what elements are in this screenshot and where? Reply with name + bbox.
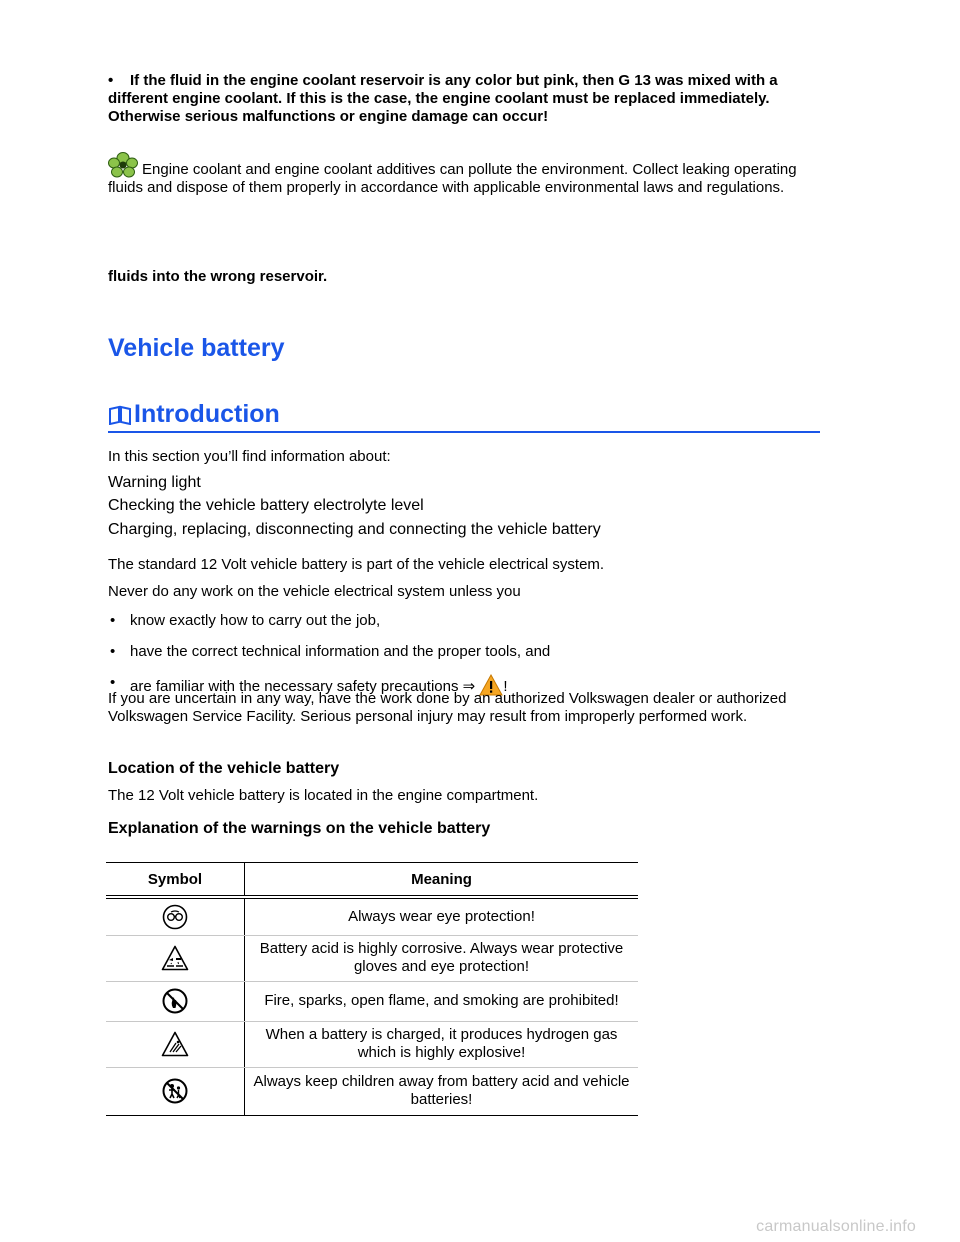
environment-note bbox=[108, 152, 820, 197]
warnings-table bbox=[106, 862, 638, 1116]
meaning-cell: Battery acid is highly corrosive. Always wear protective gloves and eye protection! bbox=[245, 935, 639, 981]
table-row bbox=[106, 1067, 638, 1115]
no-fire-icon bbox=[162, 988, 188, 1014]
list-item: • have the correct technical information and the proper tools, and bbox=[108, 643, 820, 661]
intro-heading bbox=[108, 400, 280, 429]
heading-divider bbox=[108, 431, 820, 433]
table-header-row bbox=[106, 863, 638, 898]
table-row bbox=[106, 981, 638, 1021]
topic-electrolyte-level: Checking the vehicle battery electrolyte level bbox=[108, 497, 424, 514]
electrical-system-para: The standard 12 Volt vehicle battery is part of the vehicle electrical system. bbox=[108, 556, 605, 573]
fluids-note: fluids into the wrong reservoir. bbox=[108, 268, 328, 285]
environment-note-text: Engine coolant and engine coolant additives can pollute the environment. Collect leaking operating fluids and dispose of them properly in accordance with applicable environmental laws and regulations. bbox=[108, 161, 797, 196]
coolant-warning-text: If the fluid in the engine coolant reservoir is any color but pink, then G 13 was mixed with a different engine coolant. If this is the case, the engine coolant must be replaced immediately. Otherwise serious malfunctions or engine damage can occur! bbox=[108, 72, 778, 125]
uncertain-para: If you are uncertain in any way, have the work done by an authorized Volkswagen dealer or authorized Volkswagen Service Facility. Serious personal injury may result from improperly performed work. bbox=[108, 690, 787, 725]
eye-protection-icon bbox=[162, 904, 188, 930]
section-title: Vehicle battery bbox=[108, 334, 285, 362]
book-icon bbox=[108, 405, 132, 425]
keep-children-away-icon bbox=[162, 1078, 188, 1104]
meaning-cell: Always keep children away from battery acid and vehicle batteries! bbox=[245, 1067, 639, 1115]
bullet: • bbox=[108, 72, 114, 89]
flower-environment-icon bbox=[108, 152, 138, 178]
watermark: carmanualsonline.info bbox=[756, 1218, 916, 1235]
meaning-cell: When a battery is charged, it produces hydrogen gas which is highly explosive! bbox=[245, 1021, 639, 1067]
topic-warning-light: Warning light bbox=[108, 474, 201, 491]
table-row bbox=[106, 935, 638, 981]
column-header-meaning: Meaning bbox=[245, 863, 639, 898]
location-text: The 12 Volt vehicle battery is located in the engine compartment. bbox=[108, 787, 539, 804]
corrosive-icon bbox=[161, 945, 189, 971]
intro-lead: In this section you’ll find information about: bbox=[108, 448, 391, 465]
warnings-heading: Explanation of the warnings on the vehicle battery bbox=[108, 820, 491, 837]
list-item: • know exactly how to carry out the job, bbox=[108, 612, 820, 630]
coolant-warning bbox=[108, 72, 820, 126]
explosive-icon bbox=[161, 1031, 189, 1057]
topic-charging-replacing: Charging, replacing, disconnecting and connecting the vehicle battery bbox=[108, 521, 601, 538]
never-work-para: Never do any work on the vehicle electrical system unless you bbox=[108, 583, 521, 600]
column-header-symbol: Symbol bbox=[106, 863, 245, 898]
meaning-cell: Always wear eye protection! bbox=[245, 897, 639, 935]
table-row bbox=[106, 1021, 638, 1067]
location-heading: Location of the vehicle battery bbox=[108, 760, 340, 777]
intro-heading-text: Introduction bbox=[134, 400, 280, 428]
meaning-cell: Fire, sparks, open flame, and smoking are prohibited! bbox=[245, 981, 639, 1021]
table-row bbox=[106, 897, 638, 935]
list-item: • are familiar with the necessary safety precautions ⇒ ! bbox=[108, 674, 820, 696]
